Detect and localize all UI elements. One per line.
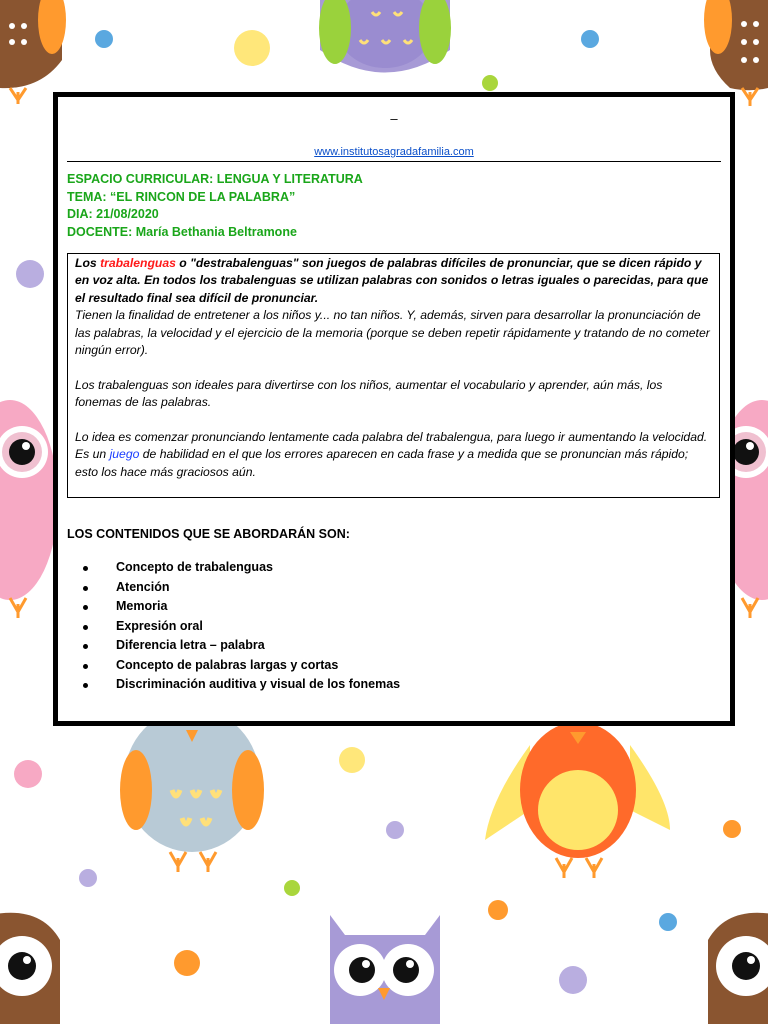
intro-box (67, 253, 720, 498)
list-item: Memoria (80, 597, 400, 617)
list-item: Concepto de palabras largas y cortas (80, 656, 400, 676)
header-rule (67, 161, 721, 162)
list-item: Concepto de trabalenguas (80, 558, 400, 578)
highlight-juego: juego (109, 447, 140, 462)
owl-bottom-orange (485, 722, 670, 878)
owl-bottom-left-brown (0, 913, 60, 1024)
date-line: DIA: 21/08/2020 (67, 207, 159, 222)
owl-left-pink (0, 400, 58, 618)
purpose-paragraph: Tienen la finalidad de entretener a los niños y... no tan niños. Y, además, sirven para desarrollar la pronunciación de las palabras, la velocidad y el ejercicio de la memoria (porque se deben repetir rápidamente y tratando de no cometer ningún error). (75, 308, 710, 358)
teacher-line: DOCENTE: María Bethania Beltramone (67, 224, 297, 239)
owl-top-right (704, 0, 768, 106)
owl-bottom-right-brown (708, 913, 768, 1024)
owl-top-center (319, 0, 451, 73)
list-item: Atención (80, 578, 400, 598)
intro-paragraph: Los trabalenguas o "destrabalenguas" son juegos de palabras difíciles de pronunciar, que se dicen rápido y en voz alta. En todos los trabalenguas se utilizan palabras con sonidos o letras iguales o parecidas, para que el resultado final sea difícil de pronunciar. (75, 256, 709, 305)
method-paragraph: Lo idea es comenzar pronunciando lentamente cada palabra del trabalengua, para luego ir aumentando la velocidad. (75, 430, 708, 445)
highlight-trabalenguas: trabalenguas (100, 256, 176, 270)
owl-bottom-purple (330, 915, 440, 1024)
class-meta (67, 171, 363, 241)
topic-line: TEMA: “EL RINCON DE LA PALABRA” (67, 189, 296, 204)
game-paragraph: Es un juego de habilidad en el que los errores aparecen en cada frase y a medida que se pronuncian más rápido; esto los hace más graciosos aún. (75, 447, 689, 479)
benefits-paragraph: Los trabalenguas son ideales para divertirse con los niños, aumentar el vocabulario y aprender, aún más, los fonemas de las palabras. (75, 377, 663, 410)
list-item: Expresión oral (80, 617, 400, 637)
owl-top-left (0, 0, 66, 104)
owl-bottom-grey (120, 708, 264, 872)
contents-list (80, 558, 400, 695)
document-page (53, 92, 735, 726)
header-dash: – (390, 111, 398, 126)
list-item: Discriminación auditiva y visual de los fonemas (80, 675, 400, 695)
website-link[interactable]: www.institutosagradafamilia.com (314, 146, 474, 158)
list-item: Diferencia letra – palabra (80, 636, 400, 656)
subject-line: ESPACIO CURRICULAR: LENGUA Y LITERATURA (67, 172, 363, 186)
contents-title: LOS CONTENIDOS QUE SE ABORDARÁN SON: (67, 527, 350, 541)
